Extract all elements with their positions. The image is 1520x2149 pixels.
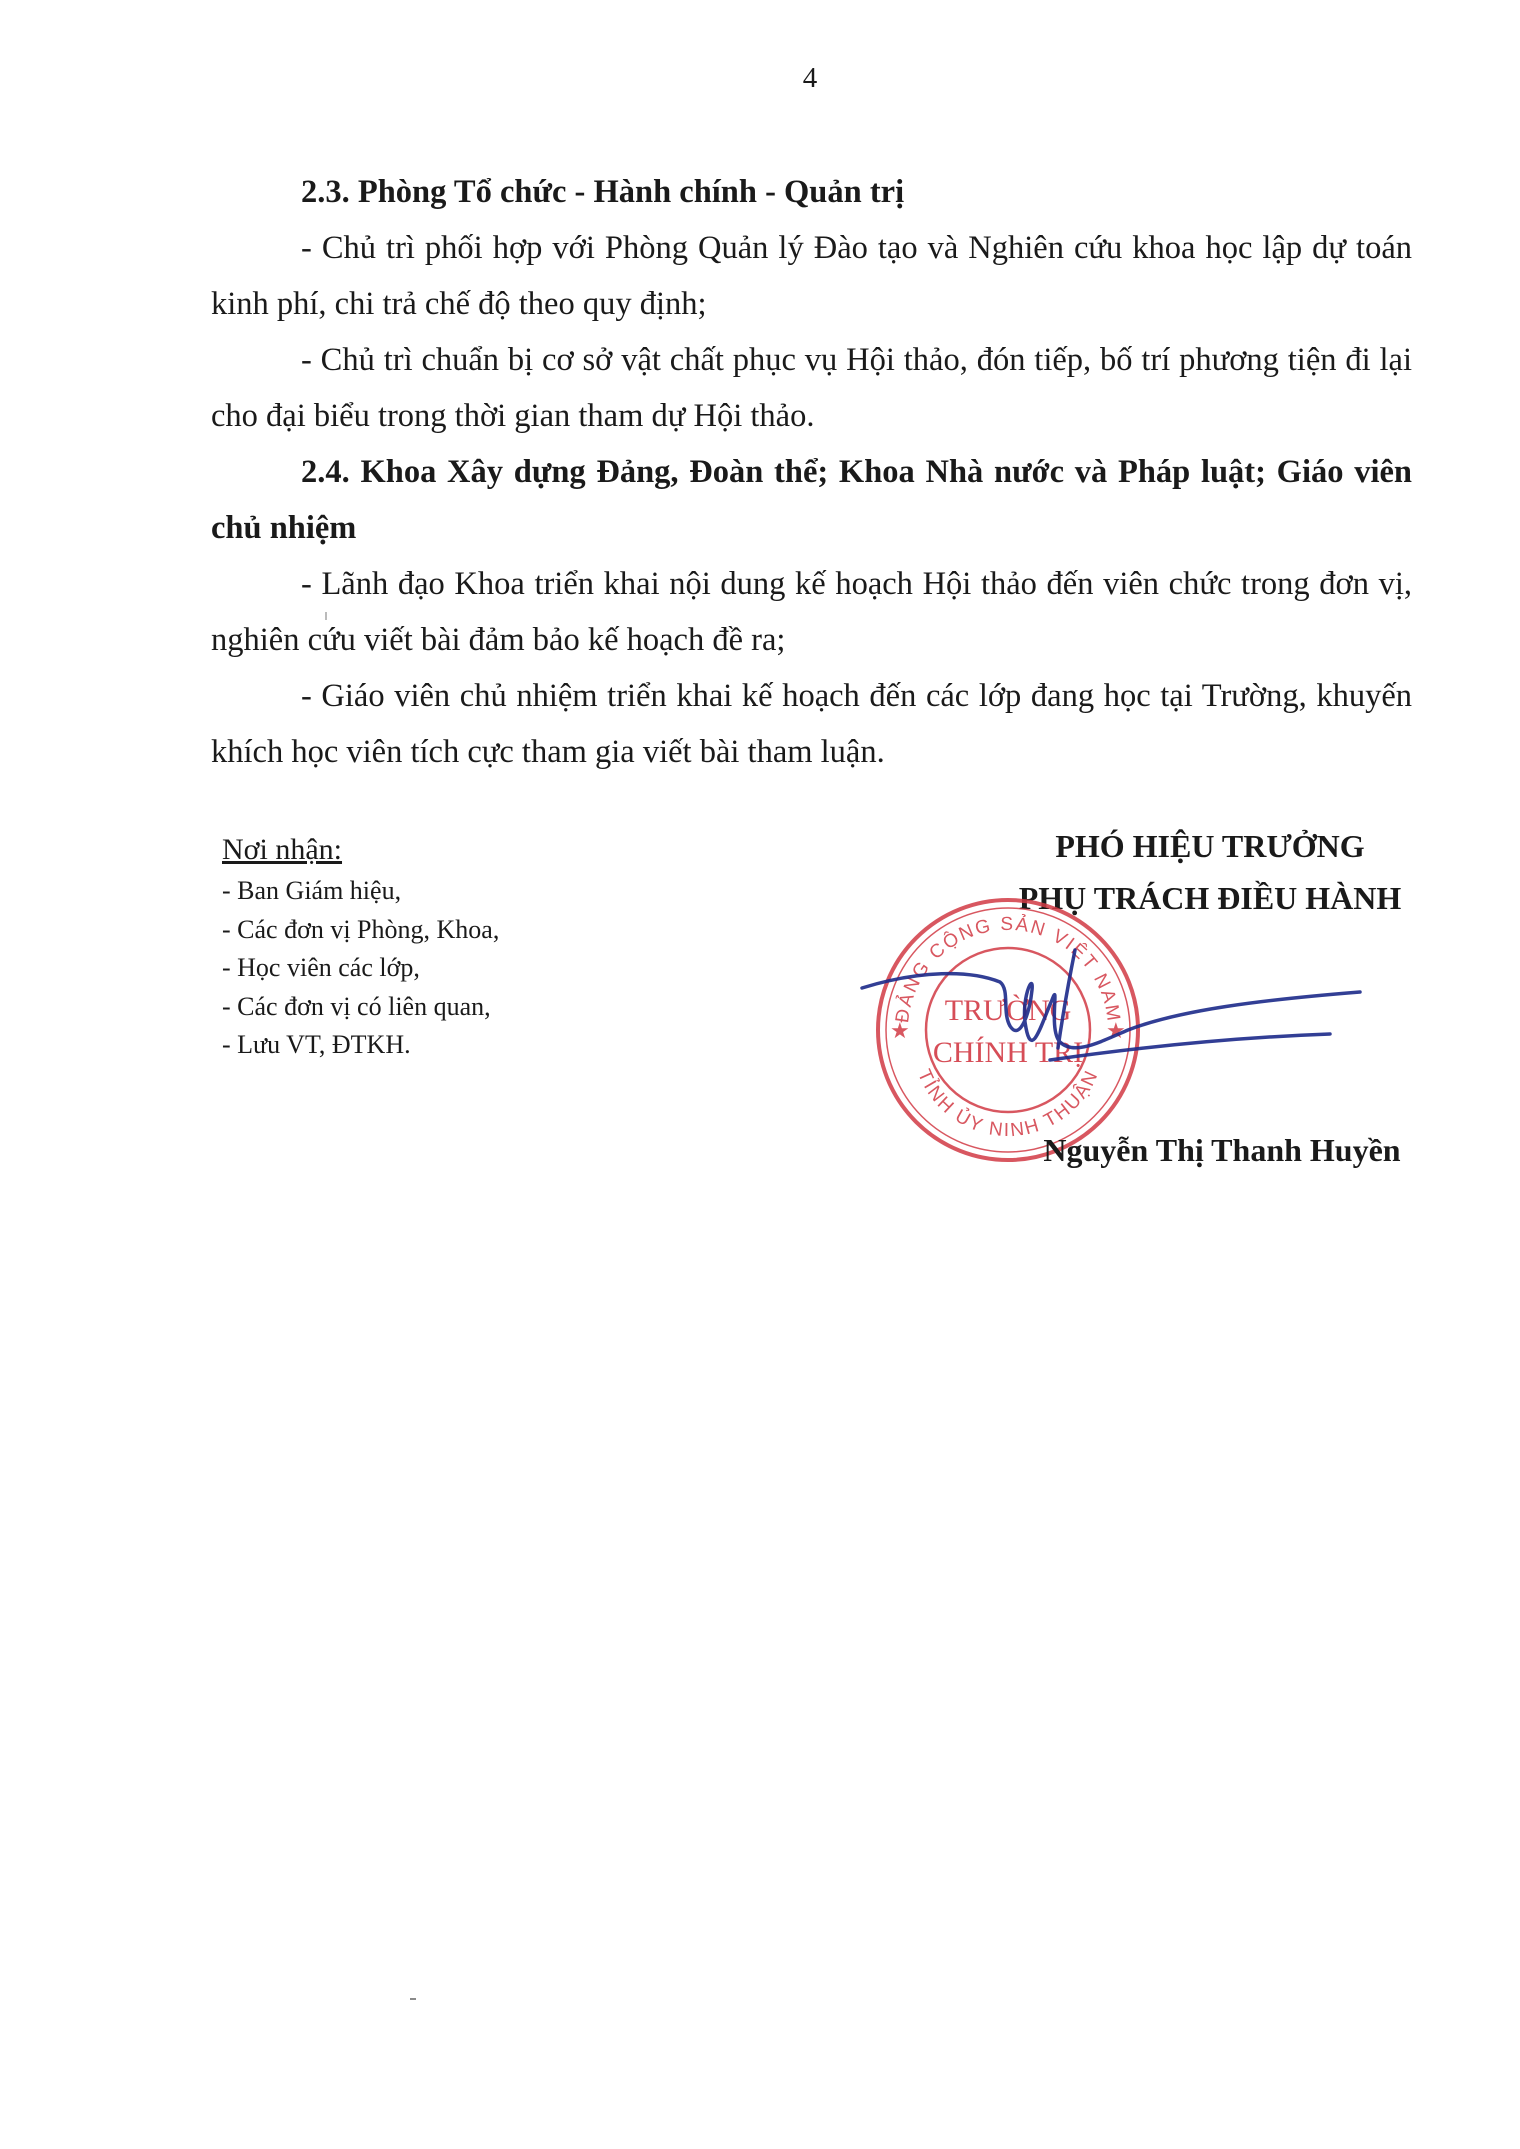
- recipients-block: [222, 828, 499, 1065]
- handwritten-signature: [860, 930, 1380, 1110]
- signer-title-line-1: PHÓ HIỆU TRƯỞNG: [1055, 828, 1365, 864]
- section-2-4-item-1: - Lãnh đạo Khoa triển khai nội dung kế hoạch Hội thảo đến viên chức trong đơn vị, nghiên cứu viết bài đảm bảo kế hoạch đề ra;: [211, 566, 1412, 658]
- seal-ring-text-path: ĐẢNG CỘNG SẢN VIỆT NAM: [892, 914, 1124, 1025]
- recipient-item: - Ban Giám hiệu,: [222, 876, 402, 905]
- signer-name: Nguyễn Thị Thanh Huyền: [1043, 1132, 1401, 1168]
- signer-title-line-2: PHỤ TRÁCH ĐIỀU HÀNH: [1018, 880, 1402, 916]
- page-number: 4: [802, 62, 818, 94]
- document-body: [211, 164, 1412, 780]
- recipients-title: Nơi nhận:: [222, 833, 343, 866]
- seal-center-line-1: TRƯỜNG: [944, 994, 1072, 1027]
- recipient-item: - Các đơn vị Phòng, Khoa,: [222, 914, 500, 944]
- seal-star-left-icon: ★: [890, 1019, 910, 1044]
- recipient-item: - Học viên các lớp,: [222, 953, 420, 982]
- section-heading-2-3: 2.3. Phòng Tổ chức - Hành chính - Quản trị: [301, 174, 905, 210]
- scan-speck: [325, 612, 327, 620]
- section-2-4-item-2: - Giáo viên chủ nhiệm triển khai kế hoạch đến các lớp đang học tại Trường, khuyến khích học viên tích cực tham gia viết bài tham luận.: [211, 678, 1412, 770]
- section-2-3-item-1: - Chủ trì phối hợp với Phòng Quản lý Đào tạo và Nghiên cứu khoa học lập dự toán kinh phí, chi trả chế độ theo quy định;: [211, 230, 1412, 322]
- seal-star-right-icon: ★: [1106, 1019, 1126, 1044]
- recipient-item: - Lưu VT, ĐTKH.: [222, 1030, 411, 1059]
- section-heading-2-4: 2.4. Khoa Xây dựng Đảng, Đoàn thể; Khoa Nhà nước và Pháp luật; Giáo viên chủ nhiệm: [211, 454, 1412, 546]
- recipient-item: - Các đơn vị có liên quan,: [222, 991, 491, 1021]
- seal-ring-bottom-text-path: TỈNH ỦY NINH THUẬN: [913, 1066, 1104, 1142]
- scan-speck: [410, 1998, 416, 2000]
- seal-center-line-2: CHÍNH TRỊ: [932, 1036, 1084, 1069]
- section-2-3-item-2: - Chủ trì chuẩn bị cơ sở vật chất phục vụ Hội thảo, đón tiếp, bố trí phương tiện đi lại cho đại biểu trong thời gian tham dự Hội thảo.: [211, 342, 1412, 434]
